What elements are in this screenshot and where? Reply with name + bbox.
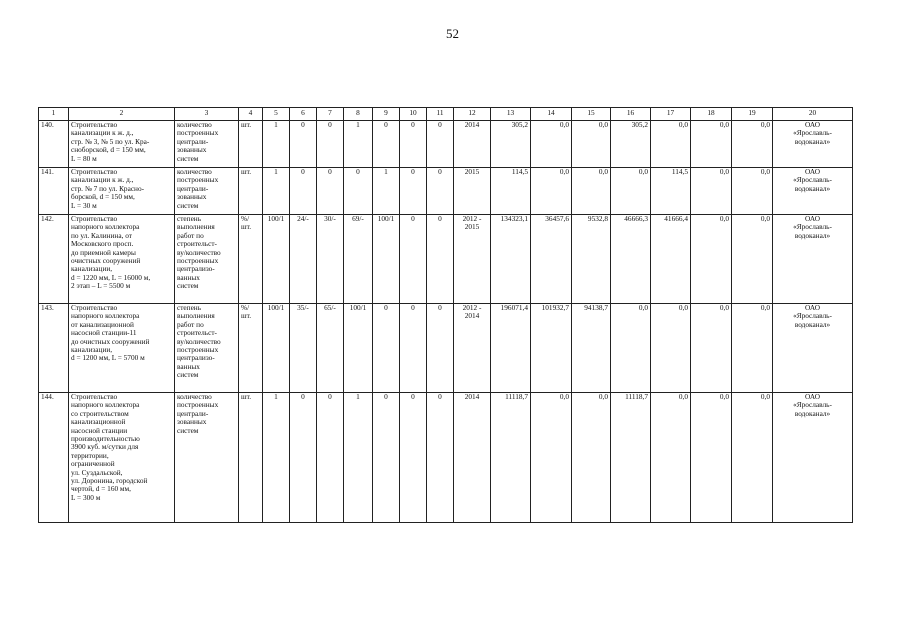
cell-c5: 1 <box>263 121 290 168</box>
cell-c15: 9532,8 <box>572 215 611 304</box>
cell-c9: 0 <box>373 393 400 523</box>
cell-total: 134323,1 <box>491 215 531 304</box>
cell-c16: 0,0 <box>611 168 651 215</box>
cell-c11: 0 <box>427 393 454 523</box>
cell-indicator: количество построенных централи- зованных систем <box>175 168 239 215</box>
header-cell-18: 18 <box>691 108 732 121</box>
cell-c7: 0 <box>317 168 344 215</box>
cell-executor: ОАО «Ярославль- водоканал» <box>773 168 853 215</box>
cell-c14: 0,0 <box>531 168 572 215</box>
cell-indicator: количество построенных централи- зованных систем <box>175 121 239 168</box>
cell-unit: %/ шт. <box>239 215 263 304</box>
cell-c8: 100/1 <box>344 304 373 393</box>
cell-num: 141. <box>39 168 69 215</box>
cell-name: Строительство напорного коллектора по ул. Калинина, от Московского просп. до приемной камеры очистных сооружений канализации, d = 1220 мм, L = 16000 м, 2 этап – L = 5500 м <box>69 215 175 304</box>
cell-c17: 0,0 <box>651 121 691 168</box>
cell-c15: 0,0 <box>572 393 611 523</box>
cell-c7: 30/- <box>317 215 344 304</box>
cell-c19: 0,0 <box>732 393 773 523</box>
cell-c14: 101932,7 <box>531 304 572 393</box>
cell-c5: 100/1 <box>263 304 290 393</box>
cell-executor: ОАО «Ярославль- водоканал» <box>773 393 853 523</box>
cell-unit: шт. <box>239 393 263 523</box>
cell-year: 2015 <box>454 168 491 215</box>
cell-c15: 94138,7 <box>572 304 611 393</box>
cell-c7: 65/- <box>317 304 344 393</box>
cell-c15: 0,0 <box>572 121 611 168</box>
cell-c15: 0,0 <box>572 168 611 215</box>
page-number: 52 <box>446 26 459 41</box>
cell-c8: 1 <box>344 393 373 523</box>
cell-c19: 0,0 <box>732 121 773 168</box>
data-table <box>38 107 853 523</box>
cell-c17: 114,5 <box>651 168 691 215</box>
cell-c9: 0 <box>373 121 400 168</box>
cell-c10: 0 <box>400 215 427 304</box>
cell-c17: 0,0 <box>651 393 691 523</box>
header-cell-10: 10 <box>400 108 427 121</box>
cell-total: 196071,4 <box>491 304 531 393</box>
header-cell-12: 12 <box>454 108 491 121</box>
table-header-row <box>39 108 853 121</box>
header-cell-3: 3 <box>175 108 239 121</box>
cell-c5: 100/1 <box>263 215 290 304</box>
cell-year: 2014 <box>454 121 491 168</box>
cell-c18: 0,0 <box>691 121 732 168</box>
cell-unit: шт. <box>239 121 263 168</box>
cell-name: Строительство канализации к ж. д., стр. № 3, № 5 по ул. Кра- сноборской, d = 150 мм, L = 80 м <box>69 121 175 168</box>
header-cell-8: 8 <box>344 108 373 121</box>
header-cell-5: 5 <box>263 108 290 121</box>
cell-c14: 0,0 <box>531 393 572 523</box>
cell-total: 305,2 <box>491 121 531 168</box>
cell-c16: 11118,7 <box>611 393 651 523</box>
cell-name: Строительство напорного коллектора со строительством канализационной насосной станции производительностью 3900 куб. м/сутки для территории, ограниченной ул. Суздальской, ул. Доронина, городской чертой, d = 160 мм, L = 300 м <box>69 393 175 523</box>
header-cell-9: 9 <box>373 108 400 121</box>
table-row <box>39 168 853 215</box>
cell-c11: 0 <box>427 168 454 215</box>
cell-c7: 0 <box>317 121 344 168</box>
cell-c5: 1 <box>263 168 290 215</box>
cell-c10: 0 <box>400 168 427 215</box>
cell-c8: 1 <box>344 121 373 168</box>
cell-c11: 0 <box>427 121 454 168</box>
cell-name: Строительство напорного коллектора от канализационной насосной станции-11 до очистных сооружений канализации, d = 1200 мм, L = 5700 м <box>69 304 175 393</box>
cell-total: 114,5 <box>491 168 531 215</box>
cell-c9: 100/1 <box>373 215 400 304</box>
cell-c6: 0 <box>290 121 317 168</box>
cell-c10: 0 <box>400 304 427 393</box>
cell-c5: 1 <box>263 393 290 523</box>
cell-c18: 0,0 <box>691 168 732 215</box>
cell-c9: 0 <box>373 304 400 393</box>
cell-c14: 36457,6 <box>531 215 572 304</box>
header-cell-7: 7 <box>317 108 344 121</box>
header-cell-19: 19 <box>732 108 773 121</box>
header-cell-16: 16 <box>611 108 651 121</box>
cell-c6: 0 <box>290 393 317 523</box>
cell-c18: 0,0 <box>691 215 732 304</box>
cell-executor: ОАО «Ярославль- водоканал» <box>773 121 853 168</box>
cell-executor: ОАО «Ярославль- водоканал» <box>773 304 853 393</box>
table-row <box>39 304 853 393</box>
cell-c11: 0 <box>427 304 454 393</box>
cell-c18: 0,0 <box>691 304 732 393</box>
cell-c19: 0,0 <box>732 215 773 304</box>
cell-c19: 0,0 <box>732 304 773 393</box>
header-cell-13: 13 <box>491 108 531 121</box>
header-cell-15: 15 <box>572 108 611 121</box>
header-cell-4: 4 <box>239 108 263 121</box>
cell-num: 143. <box>39 304 69 393</box>
cell-name: Строительство канализации к ж. д., стр. № 7 по ул. Красно- борской, d = 150 мм, L = 30 м <box>69 168 175 215</box>
cell-c19: 0,0 <box>732 168 773 215</box>
header-cell-11: 11 <box>427 108 454 121</box>
cell-c6: 35/- <box>290 304 317 393</box>
cell-executor: ОАО «Ярославль- водоканал» <box>773 215 853 304</box>
cell-c18: 0,0 <box>691 393 732 523</box>
cell-c7: 0 <box>317 393 344 523</box>
header-cell-14: 14 <box>531 108 572 121</box>
cell-c11: 0 <box>427 215 454 304</box>
header-cell-2: 2 <box>69 108 175 121</box>
cell-year: 2014 <box>454 393 491 523</box>
cell-unit: шт. <box>239 168 263 215</box>
cell-unit: %/ шт. <box>239 304 263 393</box>
cell-c16: 0,0 <box>611 304 651 393</box>
cell-c10: 0 <box>400 121 427 168</box>
cell-c14: 0,0 <box>531 121 572 168</box>
cell-num: 142. <box>39 215 69 304</box>
cell-year: 2012 - 2015 <box>454 215 491 304</box>
cell-c16: 305,2 <box>611 121 651 168</box>
header-cell-6: 6 <box>290 108 317 121</box>
cell-year: 2012 - 2014 <box>454 304 491 393</box>
table-row <box>39 215 853 304</box>
header-cell-17: 17 <box>651 108 691 121</box>
cell-indicator: количество построенных централи- зованных систем <box>175 393 239 523</box>
cell-c9: 1 <box>373 168 400 215</box>
cell-indicator: степень выполнения работ по строительст- ву/количество построенных централизо- ванных систем <box>175 304 239 393</box>
cell-c8: 69/- <box>344 215 373 304</box>
cell-indicator: степень выполнения работ по строительст- ву/количество построенных централизо- ванных систем <box>175 215 239 304</box>
cell-c6: 0 <box>290 168 317 215</box>
header-cell-20: 20 <box>773 108 853 121</box>
table-row <box>39 121 853 168</box>
header-cell-1: 1 <box>39 108 69 121</box>
cell-c16: 46666,3 <box>611 215 651 304</box>
cell-c17: 41666,4 <box>651 215 691 304</box>
table-row <box>39 393 853 523</box>
cell-num: 140. <box>39 121 69 168</box>
cell-total: 11118,7 <box>491 393 531 523</box>
cell-c6: 24/- <box>290 215 317 304</box>
cell-c17: 0,0 <box>651 304 691 393</box>
cell-c10: 0 <box>400 393 427 523</box>
cell-num: 144. <box>39 393 69 523</box>
cell-c8: 0 <box>344 168 373 215</box>
